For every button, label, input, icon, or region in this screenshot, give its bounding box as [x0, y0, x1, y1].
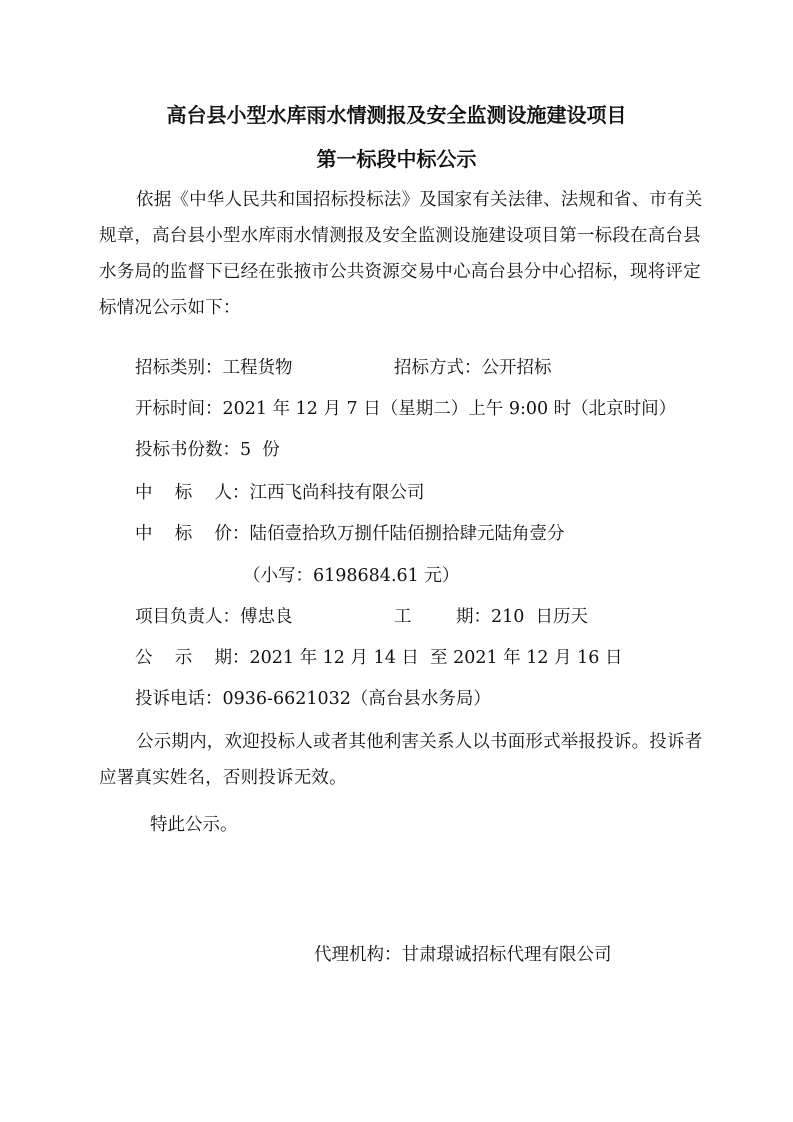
intro-paragraph: 依据《中华人民共和国招标投标法》及国家有关法律、法规和省、市有关规章，高台县小型水库雨水情测报及安全监测设施建设项目第一标段在高台县水务局的监督下已经在张掖市公共资源交易中心高台县分中心招标，现将评定标情况公示如下：: [99, 190, 703, 318]
opening-time: 开标时间：2021 年 12 月 7 日（星期二）上午 9:00 时（北京时间）: [135, 399, 677, 419]
publicity-period: 公 示 期：2021 年 12 月 14 日 至 2021 年 12 月 16 日: [135, 648, 623, 668]
project-manager: 项目负责人：傅忠良: [135, 607, 293, 627]
complaint-paragraph: 公示期内，欢迎投标人或者其他利害关系人以书面形式举报投诉。投诉者应署真实姓名，否则投诉无效。: [99, 732, 703, 788]
agency-signature: 代理机构：甘肃璟诚招标代理有限公司: [314, 945, 612, 965]
construction-duration: 工 期：210 日历天: [394, 607, 589, 627]
document-title: 高台县小型水库雨水情测报及安全监测设施建设项目: [166, 103, 627, 127]
winning-price-numeric: （小写：6198684.61 元）: [243, 566, 460, 586]
closing-statement: 特此公示。: [150, 815, 238, 835]
bid-count: 投标书份数：5 份: [135, 440, 280, 460]
document-subtitle: 第一标段中标公示: [316, 147, 477, 171]
winning-price: 中 标 价：陆佰壹拾玖万捌仟陆佰捌拾肆元陆角壹分: [135, 524, 565, 544]
bid-method: 招标方式：公开招标: [394, 358, 552, 378]
winning-bidder: 中 标 人：江西飞尚科技有限公司: [135, 483, 425, 503]
complaint-phone: 投诉电话：0936-6621032（高台县水务局）: [135, 689, 491, 709]
bid-category: 招标类别：工程货物: [135, 358, 293, 378]
